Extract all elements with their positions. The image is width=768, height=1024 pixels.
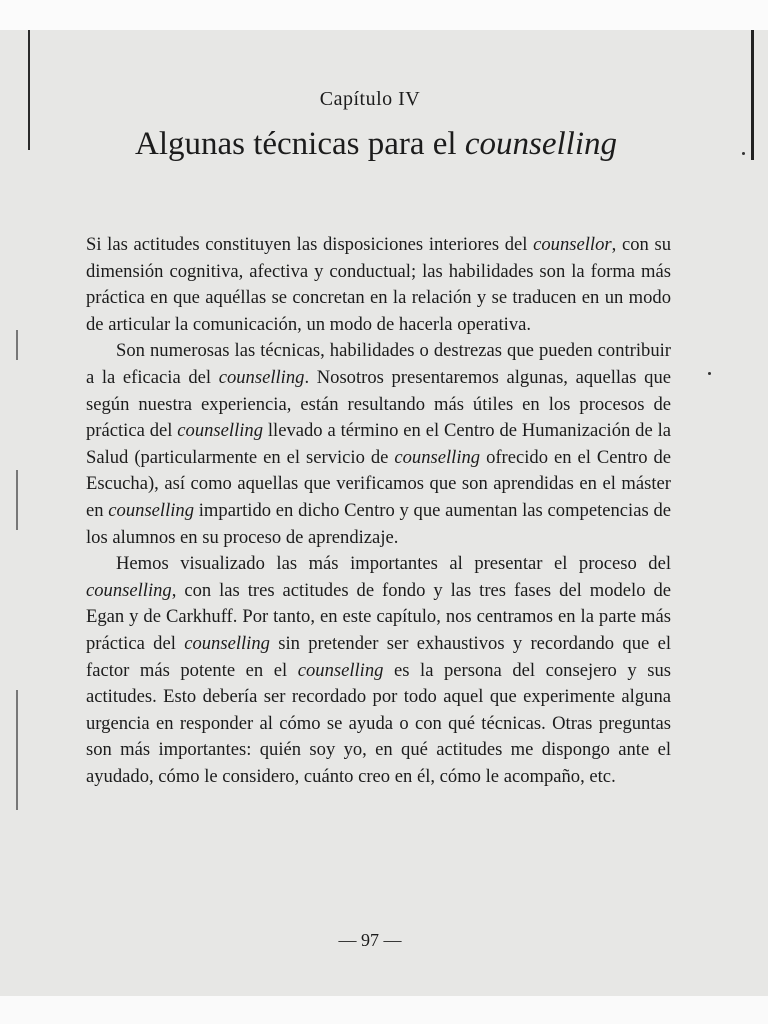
paragraph [86,551,671,790]
italic-term: counselling [86,579,172,601]
scan-speck [708,372,711,375]
text-run: Hemos visualizado las más importantes al presentar el proceso del [116,553,671,575]
text-run: . Nosotros presentaremos algunas, aquellas que según nuestra experiencia, están resultando más útiles en los procesos de práctica del [86,366,671,442]
text-run: Si las actitudes constituyen las disposiciones interiores del [86,234,534,255]
italic-term: counselling [218,366,305,388]
text-run: llevado a término en el Centro de Humanización de la Salud (particularmente en el servicio de [86,420,671,468]
chapter-label: Capítulo IV [319,88,421,110]
text-run: Son numerosas las técnicas, habilidades o destrezas que pueden contribuir a la eficacia del [86,340,671,388]
italic-term: counsellor [533,234,612,255]
text-run: , con su dimensión cognitiva, afectiva y conductual; las habilidades son la forma más práctica en que aquéllas se concretan en la relación y se traducen en un modo de articular la comunicación, un modo de hacerla operativa. [86,234,671,335]
italic-term: counselling [184,632,270,654]
italic-term: counselling [297,659,384,681]
paragraph [86,338,671,551]
scan-mark [16,330,18,360]
italic-term: counselling [394,446,481,468]
text-run: sin pretender ser exhaustivos y recordando que el factor más potente en el [86,632,671,681]
text-run: impartido en dicho Centro y que aumentan las competencias de los alumnos en su proceso de aprendizaje. [86,499,671,548]
chapter-title-italic: counselling [464,126,617,162]
scan-bottom-margin [0,996,768,1024]
text-run: , con las tres actitudes de fondo y las tres fases del modelo de Egan y de Carkhuff. Por tanto, en este capítulo, nos centramos en la parte más práctica del [86,579,671,654]
italic-term: counselling [177,420,264,442]
scan-top-margin [0,0,768,30]
text-run: ofrecido en el Centro de Escucha), así como aquellas que verificamos que son aprendidas en el máster en [86,446,671,521]
body-text [86,232,671,790]
text-run: es la persona del consejero y sus actitudes. Esto debería ser recordado por todo aquel que experimente alguna urgencia en responder al cómo se ayuda o con qué técnicas. Otras preguntas son más importantes: quién soy yo, en qué actitudes me dispongo ante el ayudado, cómo le considero, cuánto creo en él, cómo le acompaño, etc. [86,659,672,787]
italic-term: counselling [108,499,195,521]
chapter-title-text: Algunas técnicas para el [134,126,465,162]
paragraph [86,232,671,338]
page-number: — 97 — [338,930,402,950]
chapter-title [0,126,752,163]
scan-mark [16,470,18,530]
scan-mark [16,690,18,810]
